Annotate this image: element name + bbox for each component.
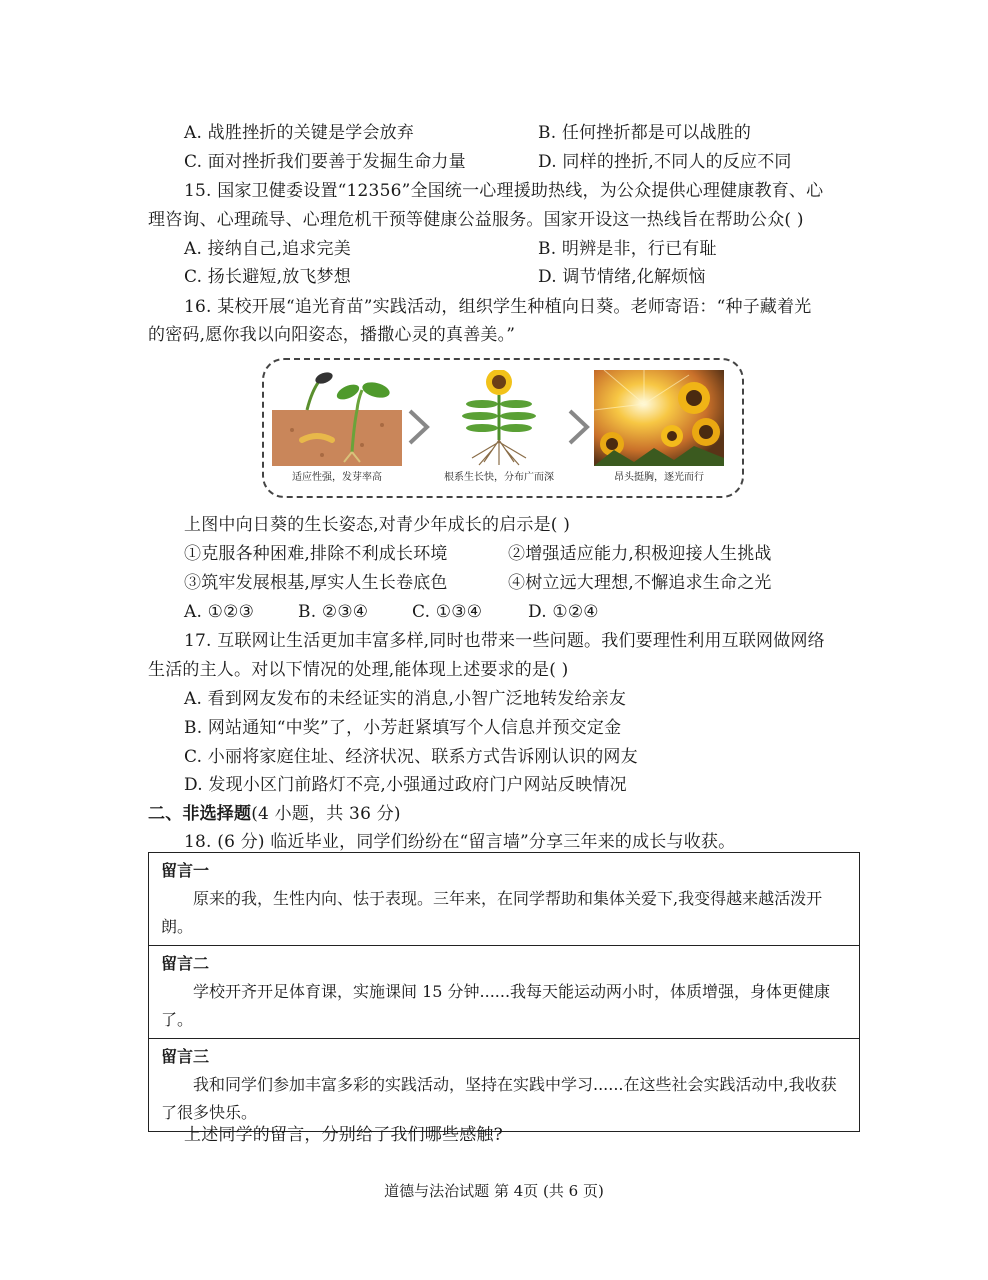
q16-option-d: D. ①②④ — [528, 602, 599, 622]
sunflowers-sunlight-illustration — [594, 370, 724, 466]
figure-caption-1: 适应性强，发芽率高 — [292, 472, 382, 483]
section-heading-note: (4 小题，共 36 分) — [251, 804, 401, 824]
q16-option-b: B. ②③④ — [298, 602, 369, 622]
q15-option-a: A. 接纳自己,追求完美 — [184, 239, 351, 259]
figure-caption-2: 根系生长快，分布广而深 — [444, 472, 554, 483]
figure-panel-roots — [434, 370, 564, 488]
section-heading-title: 二、非选择题 — [148, 804, 252, 824]
q14-option-a: A. 战胜挫折的关键是学会放弃 — [184, 123, 415, 143]
q17-option-b: B. 网站通知“中奖”了，小芳赶紧填写个人信息并预交定金 — [184, 718, 622, 738]
q14-option-c: C. 面对挫折我们要善于发掘生命力量 — [184, 152, 466, 172]
q14-option-d: D. 同样的挫折,不同人的反应不同 — [538, 152, 792, 172]
message-cell-1 — [149, 853, 860, 946]
page-footer: 道德与法治试题 第 4页 (共 6 页) — [384, 1182, 604, 1200]
q15-option-d: D. 调节情绪,化解烦恼 — [538, 267, 706, 287]
message-cell-2 — [149, 946, 860, 1039]
message-title-1: 留言一 — [161, 861, 210, 880]
q17-option-a: A. 看到网友发布的未经证实的消息,小智广泛地转发给亲友 — [184, 689, 627, 709]
section-heading — [148, 803, 401, 825]
q16-item-1: ①克服各种困难,排除不利成长环境 — [184, 544, 448, 564]
q17-option-d: D. 发现小区门前路灯不亮,小强通过政府门户网站反映情况 — [184, 775, 627, 795]
chevron-right-icon — [406, 408, 432, 446]
message-wall-table — [148, 852, 860, 1132]
q16-item-4: ④树立远大理想,不懈追求生命之光 — [508, 573, 772, 593]
figure-panel-sprout — [272, 370, 402, 488]
q16-stem-line-1: 16. 某校开展“追光育苗”实践活动，组织学生种植向日葵。老师寄语：“种子藏着光 — [184, 297, 812, 317]
q17-stem-line-2: 生活的主人。对以下情况的处理,能体现上述要求的是( ) — [148, 660, 569, 680]
q15-stem-line-1: 15. 国家卫健委设置“12356”全国统一心理援助热线，为公众提供心理健康教育、心 — [184, 181, 824, 201]
q16-item-2: ②增强适应能力,积极迎接人生挑战 — [508, 544, 772, 564]
sunflower-roots-illustration — [434, 370, 564, 466]
message-body-3: 我和同学们参加丰富多彩的实践活动，坚持在实践中学习......在这些社会实践活动中,我收获了很多快乐。 — [161, 1075, 837, 1122]
q16-stem-line-2: 的密码,愿你我以向阳姿态，播撒心灵的真善美。” — [148, 325, 516, 345]
message-body-1: 原来的我，生性内向、怯于表现。三年来，在同学帮助和集体关爱下,我变得越来越活泼开朗。 — [161, 889, 823, 936]
q17-stem-line-1: 17. 互联网让生活更加丰富多样,同时也带来一些问题。我们要理性利用互联网做网络 — [184, 631, 825, 651]
q16-question: 上图中向日葵的生长姿态,对青少年成长的启示是( ) — [184, 515, 571, 535]
q18-stem: 18. (6 分) 临近毕业，同学们纷纷在“留言墙”分享三年来的成长与收获。 — [184, 832, 736, 852]
chevron-right-icon-2 — [566, 408, 592, 446]
q14-option-b: B. 任何挫折都是可以战胜的 — [538, 123, 752, 143]
sprout-illustration — [272, 370, 402, 466]
q18-question: 上述同学的留言，分别给了我们哪些感触? — [184, 1125, 503, 1145]
q15-option-b: B. 明辨是非，行已有耻 — [538, 239, 717, 259]
figure-caption-3: 昂头挺胸，逐光而行 — [614, 472, 704, 483]
message-body-2: 学校开齐开足体育课，实施课间 15 分钟......我每天能运动两小时，体质增强，身体更健康了。 — [161, 982, 831, 1029]
figure-panel-sunlight — [594, 370, 724, 488]
message-title-2: 留言二 — [161, 954, 210, 973]
q15-option-c: C. 扬长避短,放飞梦想 — [184, 267, 352, 287]
q15-stem-line-2: 理咨询、心理疏导、心理危机干预等健康公益服务。国家开设这一热线旨在帮助公众( ) — [148, 210, 804, 230]
sunflower-growth-figure — [262, 358, 744, 498]
q16-option-c: C. ①③④ — [412, 602, 483, 622]
q17-option-c: C. 小丽将家庭住址、经济状况、联系方式告诉刚认识的网友 — [184, 747, 638, 767]
q16-item-3: ③筑牢发展根基,厚实人生长卷底色 — [184, 573, 448, 593]
q16-option-a: A. ①②③ — [184, 602, 255, 622]
message-cell-3 — [149, 1039, 860, 1132]
message-title-3: 留言三 — [161, 1047, 210, 1066]
